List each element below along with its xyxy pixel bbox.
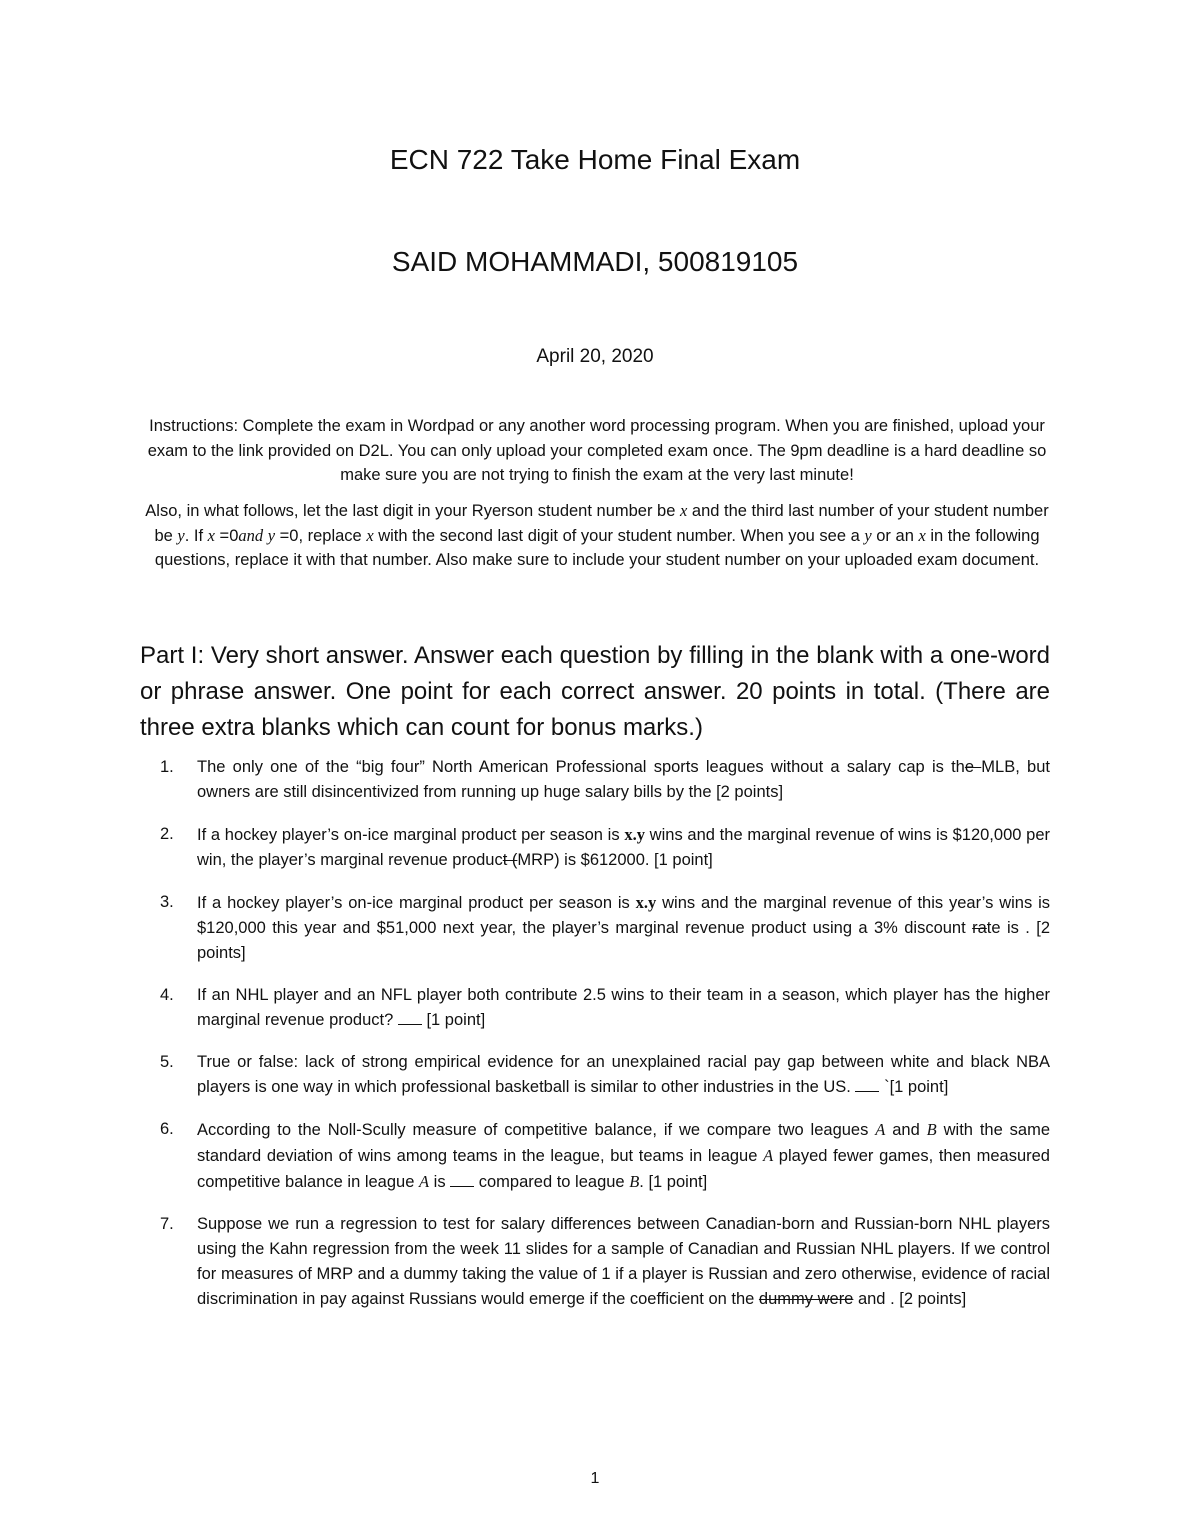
question-3: 3. If a hockey player’s on-ice marginal product per season is x.y wins and the marginal revenue of this year’s wins is $120,000 this year and $51,000 next year, the player’s marginal revenue product using a 3% discount rate is . [2 points] bbox=[160, 893, 1051, 962]
author-line: SAID MOHAMMADI, 500819105 bbox=[391, 246, 799, 277]
question-5: 5. True or false: lack of strong empirical evidence for an unexplained racial pay gap between white and black NBA players is one way in which professional basketball is similar to other industries in the US. `[1 point] bbox=[160, 1053, 1050, 1096]
instructions-paragraph: Instructions: Complete the exam in Wordpad or any another word processing program. When you are finished, upload your exam to the link provided on D2L. You can only upload your completed exam once. The 9pm deadline is a hard deadline so make sure you are not trying to finish the exam at the very last minute! bbox=[147, 417, 1047, 484]
question-4: 4. If an NHL player and an NFL player both contribute 2.5 wins to their team in a season, which player has the higher marginal revenue product? [1 point] bbox=[160, 986, 1050, 1029]
answer-blank[interactable] bbox=[450, 1172, 474, 1187]
variable-instructions-paragraph: Also, in what follows, let the last digit in your Ryerson student number be x and the third last number of your student number be y. If x =0and y =0, replace x with the second last digit of your student number. When you see a y or an x in the following questions, replace it with that number. Also make sure to include your student number on your uploaded exam document. bbox=[145, 501, 1049, 569]
exam-title: ECN 722 Take Home Final Exam bbox=[389, 144, 801, 175]
answer-blank[interactable] bbox=[855, 1077, 879, 1092]
page-number: 1 bbox=[590, 1470, 600, 1487]
question-7: 7. Suppose we run a regression to test for salary differences between Canadian-born and Russian-born NHL players using the Kahn regression from the week 11 slides for a sample of Canadian and Russian NHL players. If we control for measures of MRP and a dummy taking the value of 1 if a player is Russian and zero otherwise, evidence of racial discrimination in pay against Russians would emerge if the coefficient on the dummy were and . [2 points] bbox=[160, 1215, 1050, 1308]
exam-date: April 20, 2020 bbox=[536, 346, 654, 367]
question-2: 2. If a hockey player’s on-ice marginal product per season is x.y wins and the marginal revenue of wins is $120,000 per win, the player’s marginal revenue product (MRP) is $612000. [1 point] bbox=[160, 825, 1050, 869]
question-6: 6. According to the Noll-Scully measure of competitive balance, if we compare two leagues A and B with the same standard deviation of wins among teams in the league, but teams in league A played fewer games, then measured competitive balance in league A is compared to league B. [1 point] bbox=[160, 1120, 1050, 1191]
question-1: 1. The only one of the “big four” North American Professional sports leagues without a salary cap is the MLB, but owners are still disincentivized from running up huge salary bills by the [2 points] bbox=[160, 758, 1050, 801]
question-list bbox=[140, 755, 1050, 1312]
answer-blank[interactable] bbox=[398, 1010, 422, 1025]
part-one-heading: Part I: Very short answer. Answer each question by filling in the blank with a one-word or phrase answer. One point for each correct answer. 20 points in total. (There are three extra blanks which can count for bonus marks.) bbox=[140, 642, 1050, 741]
